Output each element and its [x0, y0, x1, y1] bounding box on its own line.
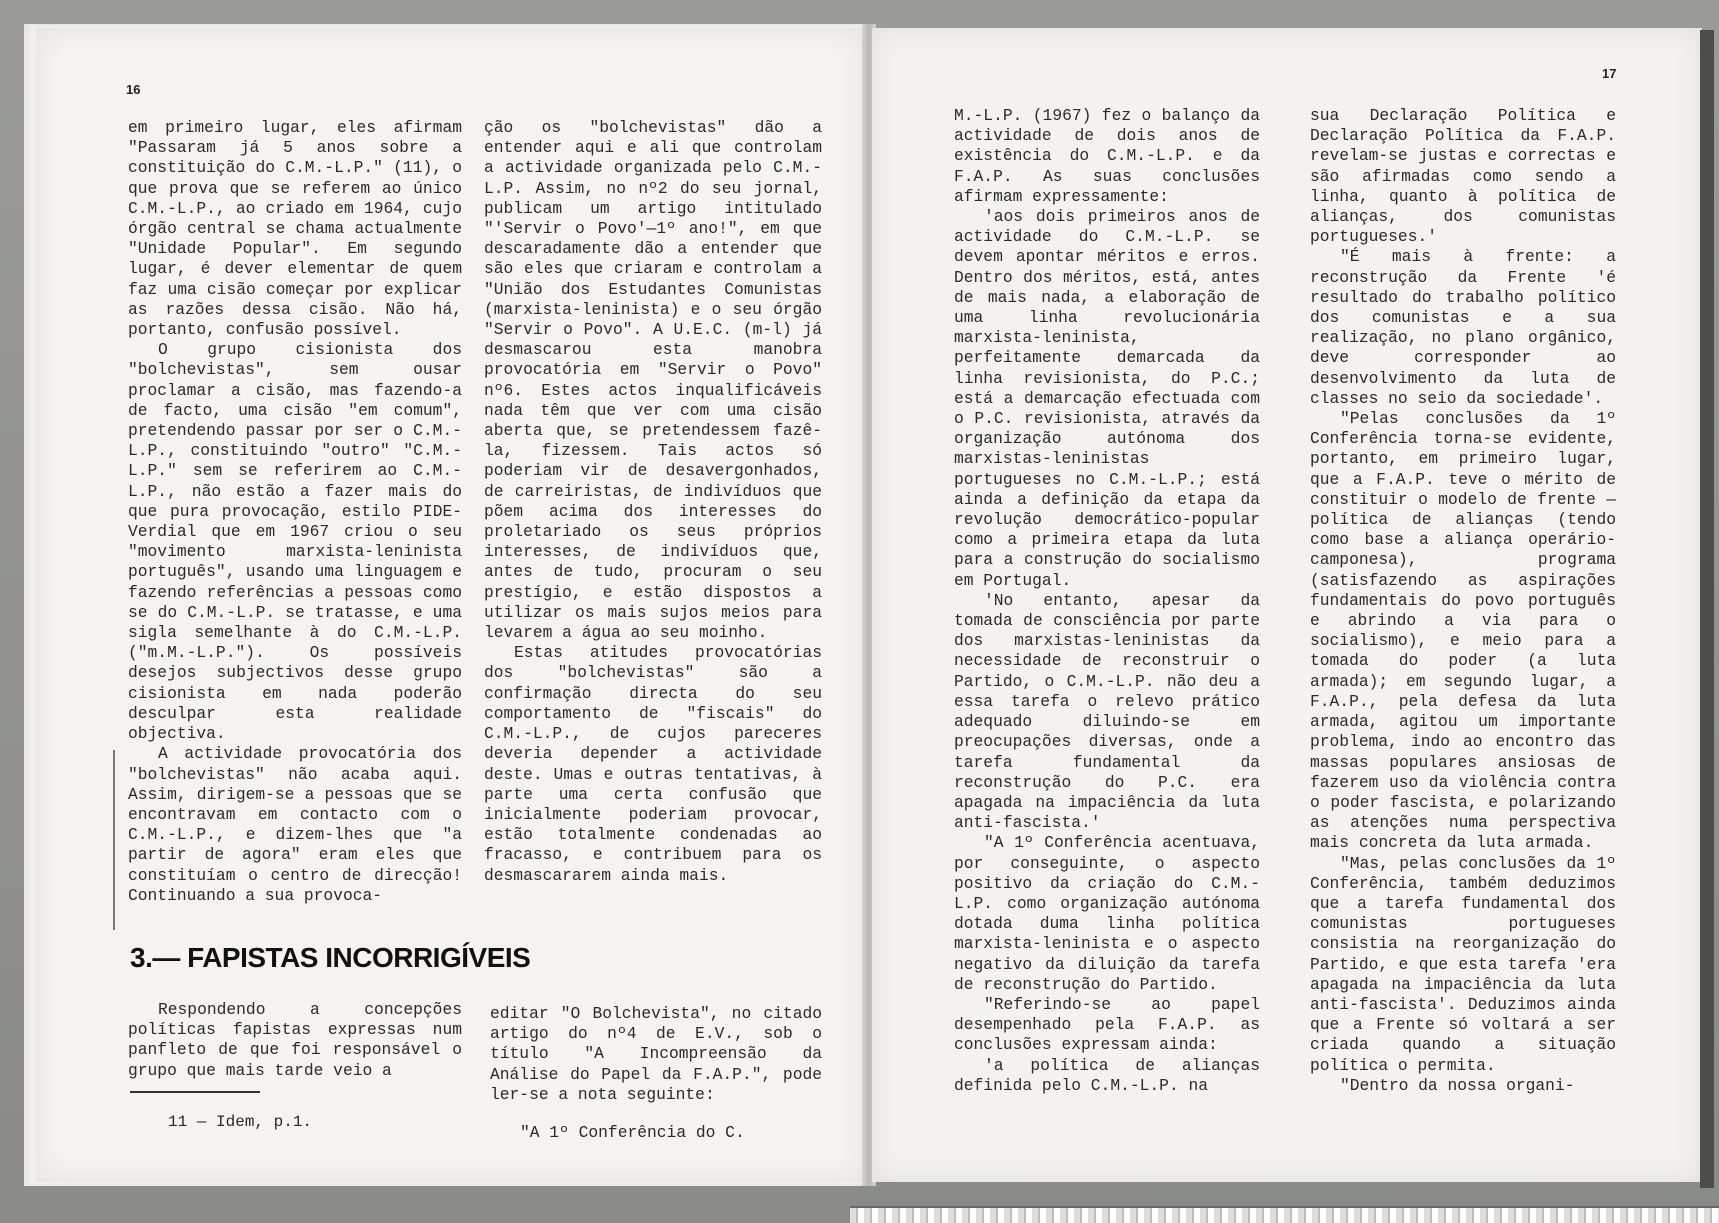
left-column-2-bottom	[490, 1004, 822, 1143]
margin-mark	[113, 750, 115, 930]
paragraph: Estas atitudes provocatórias dos "bolchevistas" são a confirmação directa do seu comportamento de "fiscais" do C.M.-L.P., de cujos pareceres deveria depender a actividade deste. Umas e outras tentativas, à parte uma certa confusão que inicialmente poderiam provocar, estão totalmente condenadas ao fracasso, e contribuem para os desmascararem ainda mais.	[484, 643, 822, 885]
right-column-2	[1310, 106, 1616, 1096]
paragraph: 'a política de alianças definida pelo C.M.-L.P. na	[954, 1055, 1260, 1095]
page-number-right: 17	[1602, 66, 1617, 81]
left-column-1-bottom	[128, 1000, 462, 1081]
paragraph: 'No entanto, apesar da tomada de consciência por parte dos marxistas-leninistas da necessidade de reconstruir o Partido, o C.M.-L.P. não deu a essa tarefa o relevo prático adequado diluindo-se em preocupações diversas, onde a tarefa fundamental da reconstrução do P.C. era apagada na impaciência da luta anti-fascista.'	[954, 590, 1260, 833]
paragraph: em primeiro lugar, eles afirmam "Passaram já 5 anos sobre a constituição do C.M.-L.P." (11), o que prova que se referem ao único C.M.-L.P., ao criado em 1964, cujo órgão central se chama actualmente "Unidade Popular". Em segundo lugar, é dever elementar de quem faz uma cisão começar por explicar as razões dessa cisão. Não há, portanto, confusão possível.	[128, 118, 462, 340]
paragraph: "Mas, pelas conclusões da 1º Conferência, também deduzimos que a tarefa fundamental dos comunistas portugueses consistia na reorganização do Partido, e que esta tarefa 'era apagada na impaciência da luta anti-fascista'. Deduzimos ainda que a Frente só voltará a ser criada quando a situação política o permita.	[1310, 853, 1616, 1075]
right-column-1	[954, 106, 1260, 1096]
paragraph: M.-L.P. (1967) fez o balanço da actividade de dois anos de existência do C.M.-L.P. e da F.A.P. As suas conclusões afirmam expressamente:	[954, 106, 1260, 206]
paragraph: "A 1º Conferência acentuava, por conseguinte, o aspecto positivo da criação do C.M.-L.P. como organização autónoma dotada duma linha política marxista-leninista e o aspecto negativo da diluição da tarefa de reconstrução do Partido.	[954, 833, 1260, 994]
scan-ruler	[850, 1208, 1719, 1223]
left-column-1	[128, 118, 462, 906]
section-heading: 3.— FAPISTAS INCORRIGÍVEIS	[130, 942, 531, 973]
paragraph: "Referindo-se ao papel desempenhado pela F.A.P. as conclusões expressam ainda:	[954, 994, 1260, 1055]
paragraph: A actividade provocatória dos "bolchevistas" não acaba aqui. Assim, dirigem-se a pessoas que se encontravam em contacto com o C.M.-L.P., e dizem-lhes que "a partir de agora" eram eles que constituíam o centro de direcção! Continuando a sua provoca-	[128, 744, 462, 905]
paragraph: "Pelas conclusões da 1º Conferência torna-se evidente, portanto, em primeiro lugar, que a F.A.P. teve o mérito de constituir o modelo de frente — política de alianças (tendo como base a aliança operário-camponesa), programa (satisfazendo as aspirações fundamentais do povo português e abrindo a via para o socialismo), e meio para a tomada do poder (a luta armada); em segundo lugar, a F.A.P., pela defesa da luta armada, agitou um importante problema, indo ao encontro das massas populares ansiosas de fazerem uso da violência contra o poder fascista, e polarizando as atenções numa perspectiva mais concreta da luta armada.	[1310, 409, 1616, 853]
page-number-left: 16	[126, 82, 141, 97]
paragraph: "Dentro da nossa organi-	[1340, 1075, 1575, 1095]
paragraph: Respondendo a concepções políticas fapistas expressas num panfleto de que foi responsável o grupo que mais tarde veio a	[128, 1000, 462, 1080]
paragraph: "É mais à frente: a reconstrução da Frente 'é resultado do trabalho político dos comunistas e a sua realização, no plano orgânico, deve corresponder ao desenvolvimento da luta de classes no seio da sociedade'.	[1310, 247, 1616, 408]
paragraph: "A 1º Conferência do C.	[520, 1123, 745, 1143]
footnote: 11 — Idem, p.1.	[168, 1113, 313, 1131]
footnote-rule	[130, 1091, 260, 1093]
paragraph: O grupo cisionista dos "bolchevistas", sem ousar proclamar a cisão, mas fazendo-a de facto, uma cisão "em comum", pretendendo passar por ser o C.M.-L.P., constituindo "outro" "C.M.-L.P." sem se referirem ao C.M.-L.P., não estão a fazer mais do que pura provocação, estilo PIDE-Verdial que em 1967 criou o seu "movimento marxista-leninista português", usando uma linguagem e fazendo referências a pessoas como se do C.M.-L.P. se tratasse, e uma sigla semelhante à do C.M.-L.P. ("m.M.-L.P."). Os possíveis desejos subjectivos desse grupo cisionista em nada poderão desculpar esta realidade objectiva.	[128, 340, 462, 744]
paragraph: ção os "bolchevistas" dão a entender aqui e ali que controlam a actividade organizada pelo C.M.-L.P. Assim, no nº2 do seu jornal, publicam um artigo intitulado "'Servir o Povo'—1º ano!", em que descaradamente dão a entender que são eles que criaram e controlam a "União dos Estudantes Comunistas (marxista-leninista) e o seu órgão "Servir o Povo". A U.E.C. (m-l) já desmascarou esta manobra provocatória em "Servir o Povo" nº6. Estes actos inqualificáveis nada têm que ver com uma cisão aberta que, se pretendessem fazê-la, fizessem. Tais actos só poderiam vir de desavergonhados, de carreiristas, de indivíduos que põem acima dos interesses do proletariado os seus próprios interesses, de indivíduos que, antes de tudo, procuram o seu prestígio, e estão dispostos a utilizar os mais sujos meios para levarem a água ao seu moinho.	[484, 118, 822, 643]
right-cover-edge	[1700, 30, 1714, 1188]
paragraph: editar "O Bolchevista", no citado artigo do nº4 de E.V., sob o título "A Incompreensão da Análise do Papel da F.A.P.", pode ler-se a nota seguinte:	[490, 1004, 822, 1104]
paragraph: 'aos dois primeiros anos de actividade do C.M.-L.P. se devem apontar méritos e erros. Dentro dos méritos, está, antes de mais nada, a elaboração de uma linha revolucionária marxista-leninista, perfeitamente demarcada da linha revisionista, do P.C.; está a demarcação efectuada com o P.C. revisionista, através da organização autónoma dos marxistas-leninistas portugueses no C.M.-L.P.; está ainda a definição da etapa da revolução democrático-popular como a primeira etapa da luta para a construção do socialismo em Portugal.	[954, 207, 1260, 590]
paragraph: sua Declaração Política e Declaração Política da F.A.P. revelam-se justas e correctas e são afirmadas como sendo a linha, quanto à política de alianças, dos comunistas portugueses.'	[1310, 106, 1616, 247]
left-column-2	[484, 118, 822, 886]
